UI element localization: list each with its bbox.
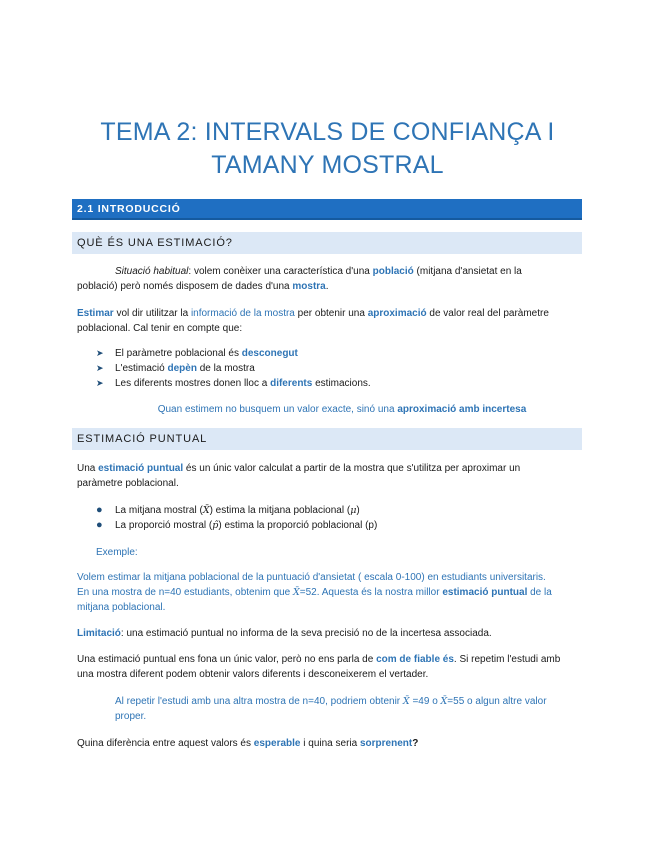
subheading-que-es-estimacio: QUÈ ÉS UNA ESTIMACIÓ? [72,232,582,254]
arrow-bullet-icon: ➤ [96,363,104,373]
text-run: poblacional. Cal tenir en compte que: [77,323,243,334]
text-run: Al repetir l'estudi amb una altra mostra de n=40, podriem obtenir [115,696,403,707]
paragraph-limitacio [77,626,577,641]
arrow-bullet-icon: ➤ [96,378,104,388]
text-run: Les diferents mostres donen lloc a [115,378,271,389]
text-run: és un únic valor calculat a partir de la mostra que s'utilitza per aproximar un [183,463,521,474]
text-run: de la mostra [196,363,255,374]
text-run: La mitjana mostral ( [115,505,203,516]
text-run: El paràmetre poblacional és [115,348,242,359]
text-run: =52. Aquesta és la nostra millor [299,587,443,598]
text-run: En una mostra de n=40 estudiants, obtenim que [77,587,293,598]
text-run: . Si repetim l'estudi amb [453,654,561,665]
text-run: ) [356,505,360,516]
text-run: . [325,281,329,292]
term-estimar: Estimar [77,308,114,319]
text-run: (mitjana d'ansietat en la [413,266,522,277]
term-estimacio-puntual: estimació puntual [98,463,184,474]
term-informacio-mostra: informació de la mostra [190,308,295,319]
symbol-xbar: X̄ [292,587,300,598]
section-heading-2-1: 2.1 INTRODUCCIÓ [72,199,582,220]
paragraph-exemple-repeticio [115,694,575,724]
arrow-bullet-icon: ➤ [96,348,104,358]
page-title [60,116,595,182]
paragraph-situacio [77,264,577,294]
title-line-2: TAMANY MOSTRAL [211,151,444,179]
paragraph-fiabilitat [77,652,582,682]
callout-text: Quan estimem no busquem un valor exacte, sinó una [157,404,398,415]
bullet-list-estimacio [96,346,566,391]
paragraph-estimar [77,306,577,336]
text-run: : volem conèixer una característica d'una [188,266,373,277]
paragraph-pregunta [77,736,577,751]
bullet-list-estimadors [96,503,566,533]
exemple-label: Exemple: [96,547,138,558]
term-sorprenent: sorprenent [359,738,413,749]
symbol-xbar: X̄ [202,505,210,516]
term-limitacio: Limitació [77,628,121,639]
text-run: proper. [115,711,147,722]
title-line-1: TEMA 2: INTERVALS DE CONFIANÇA I [100,118,555,146]
term-estimacio-puntual: estimació puntual [442,587,528,598]
list-term: desconegut [241,348,298,359]
text-run: de la [527,587,552,598]
callout-term: aproximació amb incertesa [397,404,527,415]
text-run: estimacions. [312,378,371,389]
text-run: Una estimació puntual ens fona un únic valor, però no ens parla de [77,654,377,665]
text-run: ? [412,738,419,749]
list-item [96,361,566,376]
text-run: per obtenir una [294,308,368,319]
text-run: ) estima la mitjana poblacional ( [209,505,351,516]
term-mostra: mostra [292,281,326,292]
text-run: una mostra diferent podem obtenir valors diferents i desconeixerem el vertader. [77,669,429,680]
paragraph-estimacio-puntual [77,461,577,491]
list-item [96,518,566,533]
term-esperable: esperable [253,738,301,749]
term-aproximacio: aproximació [367,308,427,319]
text-run: ) estima la proporció poblacional (p) [218,520,378,531]
text-run: població) però només disposem de dades d'una [77,281,293,292]
symbol-phat: p̂ [212,520,219,531]
list-item [96,503,566,518]
situacio-label: Situació habitual [115,266,189,277]
text-run: Una [77,463,99,474]
subheading-estimacio-puntual: ESTIMACIÓ PUNTUAL [72,428,582,450]
text-run: paràmetre poblacional. [77,478,179,489]
list-item [96,376,566,391]
text-run: vol dir utilitzar la [113,308,191,319]
text-run: L'estimació [115,363,168,374]
dot-bullet-icon: ● [96,504,103,516]
symbol-xbar: X̄ [402,696,410,707]
dot-bullet-icon: ● [96,519,103,531]
text-run: de valor real del paràmetre [426,308,549,319]
list-item [96,346,566,361]
text-run: La proporció mostral ( [115,520,213,531]
symbol-mu: μ [350,505,357,516]
term-poblacio: població [372,266,414,277]
callout-incertesa [77,402,607,417]
text-run: =55 o algun altre valor [447,696,547,707]
term-com-de-fiable: com de fiable és [376,654,454,665]
symbol-xbar: X̄ [440,696,448,707]
list-term: depèn [167,363,197,374]
text-run: mitjana poblacional. [77,602,166,613]
text-run: i quina seria [300,738,360,749]
text-run: =49 o [409,696,441,707]
text-run: Quina diferència entre aquest valors és [77,738,254,749]
text-run: Volem estimar la mitjana poblacional de la puntuació d'ansietat ( escala 0-100) en estudiants universitaris. [77,572,546,583]
text-run: : una estimació puntual no informa de la seva precisió no de la incertesa associada. [120,628,492,639]
paragraph-exemple [77,570,582,615]
list-term: diferents [270,378,313,389]
